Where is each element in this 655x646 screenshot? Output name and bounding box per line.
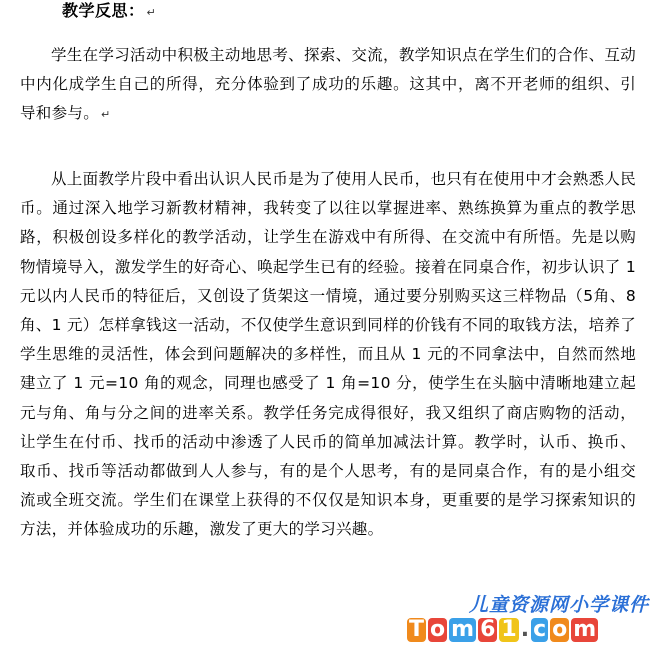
watermark-title: 儿童资源网小学课件 bbox=[468, 594, 649, 616]
paragraph-1 bbox=[20, 41, 636, 130]
heading-text: 教学反思： bbox=[62, 1, 145, 20]
watermark-domain-char: m bbox=[451, 617, 475, 642]
paragraph-1-text: 学生在学习活动中积极主动地思考、探索、交流，教学知识点在学生们的合作、互动中内化成学生自己的所得，充分体验到了成功的乐趣。这其中，离不开老师的组织、引导和参与。 bbox=[20, 46, 636, 123]
watermark-domain-char: m bbox=[573, 617, 597, 642]
paragraph-2-text: 从上面教学片段中看出认识人民币是为了使用人民币，也只有在使用中才会熟悉人民币。通过深入地学习新教材精神，我转变了以往以掌握进率、熟练换算为重点的教学思路，积极创设多样化的教学活动，让学生在游戏中有所得、在交流中有所悟。先是以购物情境导入，激发学生的好奇心、唤起学生已有的经验。接着在同桌合作，初步认识了 1 元以内人民币的特征后，又创设了货架这一情境，通过要分别购买这三样物品（5角、8 角、1 元）怎样拿钱这一活动，不仅使学生意识到同样的价钱有不同的取钱方法，培养了学生思维的灵活性，体会到问题解决的多样性，而且从 1 元的不同拿法中，自然而然地建立了 1 元=10 角的观念，同理也感受了 1 角=10 分，使学生在头脑中清晰地建立起元与角、角与分之间的进率关系。教学任务完成得很好，我又组织了商店购物的活动，让学生在付币、找币的活动中渗透了人民币的简单加减法计算。教学时，认币、换币、取币、找币等活动都做到人人参与，有的是个人思考，有的是同桌合作，有的是小组交流或全班交流。学生们在课堂上获得的不仅仅是知识本身，更重要的是学习探索知识的方法，并体验成功的乐趣，激发了更大的学习兴趣。 bbox=[20, 170, 636, 539]
watermark-domain-char: T bbox=[409, 617, 425, 642]
watermark-domain-char: . bbox=[520, 617, 530, 642]
watermark-domain-char: c bbox=[533, 617, 547, 642]
watermark-domain bbox=[407, 616, 600, 642]
watermark-domain-char: o bbox=[430, 617, 446, 642]
watermark-domain-char: o bbox=[552, 617, 568, 642]
watermark-logo bbox=[407, 590, 653, 642]
paragraph-mark-icon: ↵ bbox=[146, 6, 157, 19]
watermark-domain-char: 6 bbox=[480, 617, 496, 642]
paragraph-2 bbox=[20, 165, 636, 545]
section-heading bbox=[62, 0, 156, 24]
paragraph-mark-icon: ↵ bbox=[101, 108, 111, 122]
watermark-domain-char: 1 bbox=[501, 617, 517, 642]
